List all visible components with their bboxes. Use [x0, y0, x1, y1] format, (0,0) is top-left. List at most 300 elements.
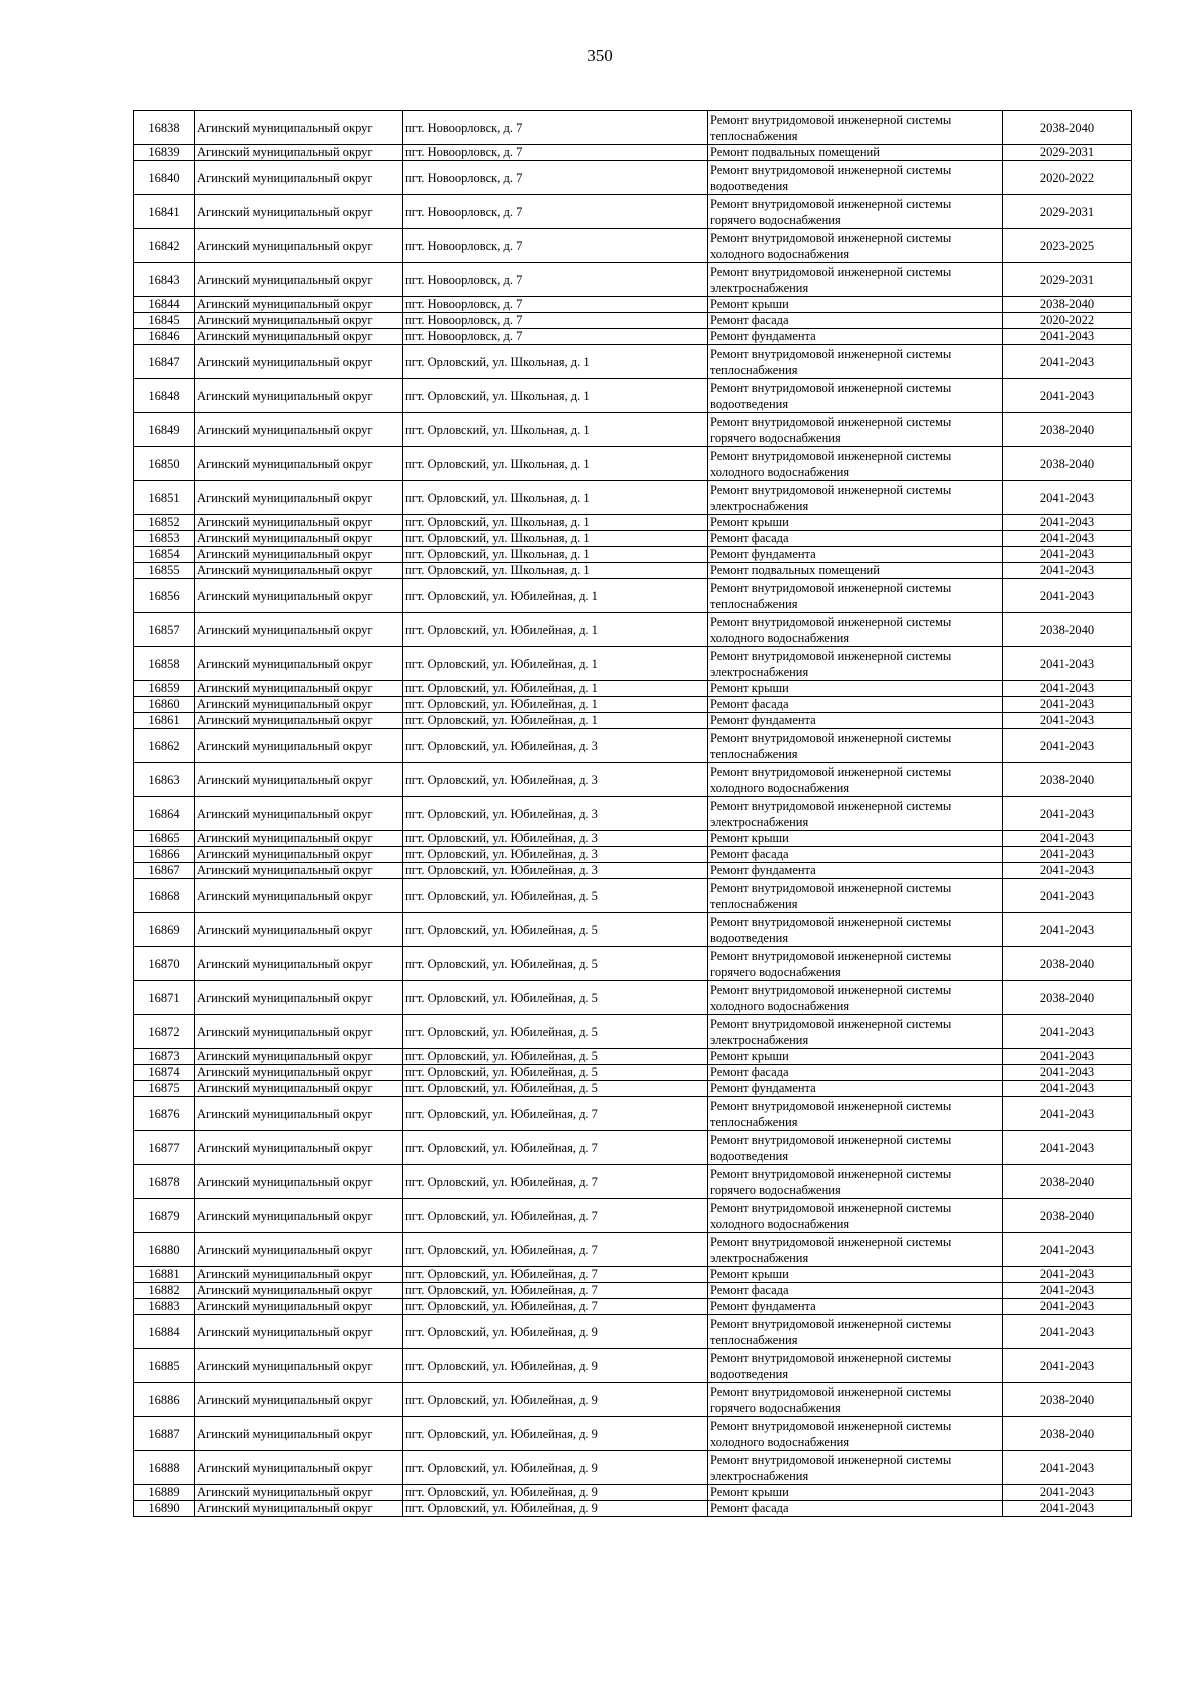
- cell-number: 16864: [134, 797, 195, 831]
- cell-address: пгт. Орловский, ул. Школьная, д. 1: [403, 515, 708, 531]
- cell-address: пгт. Орловский, ул. Юбилейная, д. 9: [403, 1315, 708, 1349]
- cell-address: пгт. Орловский, ул. Юбилейная, д. 9: [403, 1417, 708, 1451]
- cell-district: Агинский муниципальный округ: [195, 1283, 403, 1299]
- cell-period: 2041-2043: [1003, 531, 1132, 547]
- cell-district: Агинский муниципальный округ: [195, 713, 403, 729]
- cell-address: пгт. Орловский, ул. Юбилейная, д. 9: [403, 1451, 708, 1485]
- cell-address: пгт. Орловский, ул. Юбилейная, д. 9: [403, 1485, 708, 1501]
- cell-period: 2041-2043: [1003, 1015, 1132, 1049]
- table-row: [134, 647, 1132, 681]
- table-row: [134, 1233, 1132, 1267]
- cell-work-type: Ремонт фасада: [708, 697, 1003, 713]
- cell-work-type: Ремонт внутридомовой инженерной системы горячего водоснабжения: [708, 413, 1003, 447]
- cell-work-type: Ремонт внутридомовой инженерной системы водоотведения: [708, 161, 1003, 195]
- cell-period: 2041-2043: [1003, 713, 1132, 729]
- cell-period: 2041-2043: [1003, 847, 1132, 863]
- cell-number: 16889: [134, 1485, 195, 1501]
- cell-district: Агинский муниципальный округ: [195, 1049, 403, 1065]
- cell-period: 2041-2043: [1003, 729, 1132, 763]
- cell-address: пгт. Орловский, ул. Юбилейная, д. 1: [403, 613, 708, 647]
- cell-work-type: Ремонт фундамента: [708, 863, 1003, 879]
- cell-address: пгт. Новоорловск, д. 7: [403, 313, 708, 329]
- cell-district: Агинский муниципальный округ: [195, 111, 403, 145]
- cell-period: 2038-2040: [1003, 413, 1132, 447]
- cell-address: пгт. Орловский, ул. Юбилейная, д. 7: [403, 1131, 708, 1165]
- cell-address: пгт. Орловский, ул. Юбилейная, д. 3: [403, 763, 708, 797]
- cell-period: 2041-2043: [1003, 697, 1132, 713]
- cell-period: 2038-2040: [1003, 1417, 1132, 1451]
- cell-district: Агинский муниципальный округ: [195, 1199, 403, 1233]
- cell-period: 2041-2043: [1003, 481, 1132, 515]
- cell-district: Агинский муниципальный округ: [195, 379, 403, 413]
- cell-work-type: Ремонт внутридомовой инженерной системы водоотведения: [708, 913, 1003, 947]
- cell-address: пгт. Орловский, ул. Юбилейная, д. 9: [403, 1501, 708, 1517]
- cell-address: пгт. Орловский, ул. Юбилейная, д. 5: [403, 947, 708, 981]
- cell-number: 16865: [134, 831, 195, 847]
- cell-district: Агинский муниципальный округ: [195, 797, 403, 831]
- cell-work-type: Ремонт внутридомовой инженерной системы горячего водоснабжения: [708, 947, 1003, 981]
- cell-number: 16890: [134, 1501, 195, 1517]
- cell-address: пгт. Орловский, ул. Юбилейная, д. 5: [403, 1065, 708, 1081]
- cell-number: 16855: [134, 563, 195, 579]
- cell-work-type: Ремонт внутридомовой инженерной системы горячего водоснабжения: [708, 1383, 1003, 1417]
- cell-number: 16886: [134, 1383, 195, 1417]
- table-row: [134, 697, 1132, 713]
- cell-number: 16875: [134, 1081, 195, 1097]
- cell-number: 16848: [134, 379, 195, 413]
- table-row: [134, 1165, 1132, 1199]
- cell-period: 2038-2040: [1003, 1199, 1132, 1233]
- cell-district: Агинский муниципальный округ: [195, 681, 403, 697]
- cell-work-type: Ремонт крыши: [708, 297, 1003, 313]
- cell-district: Агинский муниципальный округ: [195, 1417, 403, 1451]
- cell-number: 16874: [134, 1065, 195, 1081]
- cell-period: 2041-2043: [1003, 515, 1132, 531]
- cell-work-type: Ремонт крыши: [708, 681, 1003, 697]
- cell-address: пгт. Орловский, ул. Юбилейная, д. 7: [403, 1165, 708, 1199]
- cell-period: 2038-2040: [1003, 297, 1132, 313]
- cell-district: Агинский муниципальный округ: [195, 763, 403, 797]
- cell-number: 16841: [134, 195, 195, 229]
- cell-work-type: Ремонт внутридомовой инженерной системы электроснабжения: [708, 263, 1003, 297]
- cell-district: Агинский муниципальный округ: [195, 863, 403, 879]
- cell-district: Агинский муниципальный округ: [195, 547, 403, 563]
- cell-district: Агинский муниципальный округ: [195, 263, 403, 297]
- cell-period: 2020-2022: [1003, 313, 1132, 329]
- cell-number: 16884: [134, 1315, 195, 1349]
- cell-district: Агинский муниципальный округ: [195, 563, 403, 579]
- cell-work-type: Ремонт крыши: [708, 1267, 1003, 1283]
- cell-address: пгт. Орловский, ул. Юбилейная, д. 1: [403, 697, 708, 713]
- cell-district: Агинский муниципальный округ: [195, 831, 403, 847]
- table-row: [134, 195, 1132, 229]
- cell-district: Агинский муниципальный округ: [195, 981, 403, 1015]
- table-row: [134, 879, 1132, 913]
- cell-address: пгт. Орловский, ул. Школьная, д. 1: [403, 379, 708, 413]
- cell-work-type: Ремонт внутридомовой инженерной системы теплоснабжения: [708, 879, 1003, 913]
- table-row: [134, 613, 1132, 647]
- cell-address: пгт. Новоорловск, д. 7: [403, 263, 708, 297]
- cell-district: Агинский муниципальный округ: [195, 947, 403, 981]
- cell-address: пгт. Орловский, ул. Юбилейная, д. 3: [403, 847, 708, 863]
- cell-period: 2029-2031: [1003, 145, 1132, 161]
- cell-district: Агинский муниципальный округ: [195, 1131, 403, 1165]
- table-row: [134, 563, 1132, 579]
- cell-work-type: Ремонт внутридомовой инженерной системы электроснабжения: [708, 1451, 1003, 1485]
- cell-work-type: Ремонт крыши: [708, 1049, 1003, 1065]
- cell-work-type: Ремонт фундамента: [708, 547, 1003, 563]
- table-row: [134, 729, 1132, 763]
- cell-period: 2041-2043: [1003, 1267, 1132, 1283]
- cell-number: 16842: [134, 229, 195, 263]
- cell-work-type: Ремонт фасада: [708, 313, 1003, 329]
- cell-work-type: Ремонт внутридомовой инженерной системы электроснабжения: [708, 797, 1003, 831]
- cell-number: 16871: [134, 981, 195, 1015]
- cell-district: Агинский муниципальный округ: [195, 297, 403, 313]
- cell-period: 2029-2031: [1003, 263, 1132, 297]
- cell-address: пгт. Орловский, ул. Юбилейная, д. 7: [403, 1299, 708, 1315]
- table-row: [134, 579, 1132, 613]
- cell-number: 16883: [134, 1299, 195, 1315]
- cell-district: Агинский муниципальный округ: [195, 313, 403, 329]
- cell-district: Агинский муниципальный округ: [195, 647, 403, 681]
- cell-number: 16851: [134, 481, 195, 515]
- cell-address: пгт. Орловский, ул. Школьная, д. 1: [403, 481, 708, 515]
- cell-period: 2020-2022: [1003, 161, 1132, 195]
- cell-work-type: Ремонт внутридомовой инженерной системы холодного водоснабжения: [708, 447, 1003, 481]
- cell-address: пгт. Орловский, ул. Юбилейная, д. 1: [403, 647, 708, 681]
- cell-address: пгт. Орловский, ул. Юбилейная, д. 7: [403, 1267, 708, 1283]
- cell-work-type: Ремонт внутридомовой инженерной системы теплоснабжения: [708, 1097, 1003, 1131]
- table-row: [134, 1065, 1132, 1081]
- cell-address: пгт. Орловский, ул. Юбилейная, д. 5: [403, 913, 708, 947]
- cell-number: 16847: [134, 345, 195, 379]
- cell-work-type: Ремонт внутридомовой инженерной системы водоотведения: [708, 1349, 1003, 1383]
- cell-district: Агинский муниципальный округ: [195, 145, 403, 161]
- cell-period: 2038-2040: [1003, 111, 1132, 145]
- cell-address: пгт. Орловский, ул. Школьная, д. 1: [403, 413, 708, 447]
- table-row: [134, 847, 1132, 863]
- cell-number: 16880: [134, 1233, 195, 1267]
- cell-number: 16849: [134, 413, 195, 447]
- cell-work-type: Ремонт внутридомовой инженерной системы электроснабжения: [708, 481, 1003, 515]
- table-row: [134, 1383, 1132, 1417]
- cell-district: Агинский муниципальный округ: [195, 447, 403, 481]
- cell-work-type: Ремонт внутридомовой инженерной системы электроснабжения: [708, 647, 1003, 681]
- cell-period: 2041-2043: [1003, 1349, 1132, 1383]
- table-row: [134, 229, 1132, 263]
- cell-period: 2041-2043: [1003, 547, 1132, 563]
- table-row: [134, 797, 1132, 831]
- cell-address: пгт. Орловский, ул. Юбилейная, д. 7: [403, 1283, 708, 1299]
- cell-period: 2041-2043: [1003, 1315, 1132, 1349]
- cell-number: 16887: [134, 1417, 195, 1451]
- cell-work-type: Ремонт фундамента: [708, 1299, 1003, 1315]
- cell-work-type: Ремонт фундамента: [708, 1081, 1003, 1097]
- cell-address: пгт. Орловский, ул. Юбилейная, д. 7: [403, 1097, 708, 1131]
- cell-number: 16858: [134, 647, 195, 681]
- cell-period: 2038-2040: [1003, 613, 1132, 647]
- table-row: [134, 1015, 1132, 1049]
- cell-address: пгт. Орловский, ул. Юбилейная, д. 5: [403, 1049, 708, 1065]
- cell-address: пгт. Орловский, ул. Юбилейная, д. 3: [403, 831, 708, 847]
- cell-number: 16879: [134, 1199, 195, 1233]
- table-row: [134, 1097, 1132, 1131]
- cell-period: 2041-2043: [1003, 1131, 1132, 1165]
- cell-address: пгт. Орловский, ул. Юбилейная, д. 5: [403, 981, 708, 1015]
- cell-work-type: Ремонт крыши: [708, 831, 1003, 847]
- cell-period: 2041-2043: [1003, 1299, 1132, 1315]
- cell-work-type: Ремонт внутридомовой инженерной системы холодного водоснабжения: [708, 981, 1003, 1015]
- table-row: [134, 313, 1132, 329]
- cell-address: пгт. Новоорловск, д. 7: [403, 195, 708, 229]
- table-row: [134, 763, 1132, 797]
- cell-district: Агинский муниципальный округ: [195, 1349, 403, 1383]
- cell-district: Агинский муниципальный округ: [195, 1081, 403, 1097]
- table-row: [134, 481, 1132, 515]
- cell-district: Агинский муниципальный округ: [195, 579, 403, 613]
- cell-work-type: Ремонт внутридомовой инженерной системы теплоснабжения: [708, 579, 1003, 613]
- cell-work-type: Ремонт крыши: [708, 1485, 1003, 1501]
- cell-work-type: Ремонт внутридомовой инженерной системы горячего водоснабжения: [708, 1165, 1003, 1199]
- cell-number: 16867: [134, 863, 195, 879]
- cell-period: 2023-2025: [1003, 229, 1132, 263]
- table-row: [134, 1131, 1132, 1165]
- cell-address: пгт. Орловский, ул. Юбилейная, д. 7: [403, 1233, 708, 1267]
- cell-period: 2041-2043: [1003, 1485, 1132, 1501]
- cell-number: 16877: [134, 1131, 195, 1165]
- table-row: [134, 947, 1132, 981]
- table-row: [134, 863, 1132, 879]
- cell-work-type: Ремонт внутридомовой инженерной системы водоотведения: [708, 379, 1003, 413]
- cell-period: 2038-2040: [1003, 447, 1132, 481]
- cell-number: 16878: [134, 1165, 195, 1199]
- table-row: [134, 1299, 1132, 1315]
- cell-address: пгт. Орловский, ул. Юбилейная, д. 5: [403, 1015, 708, 1049]
- table-row: [134, 111, 1132, 145]
- table-row: [134, 1417, 1132, 1451]
- table-row: [134, 713, 1132, 729]
- cell-period: 2041-2043: [1003, 379, 1132, 413]
- cell-work-type: Ремонт крыши: [708, 515, 1003, 531]
- cell-district: Агинский муниципальный округ: [195, 879, 403, 913]
- cell-address: пгт. Орловский, ул. Юбилейная, д. 9: [403, 1383, 708, 1417]
- cell-district: Агинский муниципальный округ: [195, 1451, 403, 1485]
- table-row: [134, 145, 1132, 161]
- cell-district: Агинский муниципальный округ: [195, 161, 403, 195]
- table-row: [134, 981, 1132, 1015]
- cell-number: 16868: [134, 879, 195, 913]
- table-row: [134, 161, 1132, 195]
- cell-district: Агинский муниципальный округ: [195, 1015, 403, 1049]
- cell-number: 16881: [134, 1267, 195, 1283]
- table-row: [134, 1049, 1132, 1065]
- cell-district: Агинский муниципальный округ: [195, 729, 403, 763]
- cell-address: пгт. Орловский, ул. Юбилейная, д. 3: [403, 797, 708, 831]
- cell-number: 16840: [134, 161, 195, 195]
- cell-period: 2041-2043: [1003, 1081, 1132, 1097]
- cell-period: 2041-2043: [1003, 563, 1132, 579]
- table-row: [134, 297, 1132, 313]
- cell-work-type: Ремонт подвальных помещений: [708, 563, 1003, 579]
- cell-address: пгт. Новоорловск, д. 7: [403, 161, 708, 195]
- cell-district: Агинский муниципальный округ: [195, 913, 403, 947]
- cell-period: 2038-2040: [1003, 947, 1132, 981]
- cell-work-type: Ремонт внутридомовой инженерной системы теплоснабжения: [708, 1315, 1003, 1349]
- table-row: [134, 329, 1132, 345]
- table-row: [134, 379, 1132, 413]
- cell-work-type: Ремонт внутридомовой инженерной системы горячего водоснабжения: [708, 195, 1003, 229]
- cell-work-type: Ремонт фасада: [708, 531, 1003, 547]
- table-row: [134, 531, 1132, 547]
- cell-work-type: Ремонт фасада: [708, 1501, 1003, 1517]
- cell-period: 2041-2043: [1003, 797, 1132, 831]
- cell-district: Агинский муниципальный округ: [195, 515, 403, 531]
- cell-address: пгт. Новоорловск, д. 7: [403, 229, 708, 263]
- cell-district: Агинский муниципальный округ: [195, 1299, 403, 1315]
- cell-period: 2041-2043: [1003, 1233, 1132, 1267]
- table-row: [134, 1199, 1132, 1233]
- cell-period: 2041-2043: [1003, 1097, 1132, 1131]
- cell-address: пгт. Новоорловск, д. 7: [403, 145, 708, 161]
- cell-period: 2038-2040: [1003, 981, 1132, 1015]
- cell-address: пгт. Орловский, ул. Школьная, д. 1: [403, 563, 708, 579]
- cell-address: пгт. Орловский, ул. Юбилейная, д. 5: [403, 1081, 708, 1097]
- cell-work-type: Ремонт внутридомовой инженерной системы теплоснабжения: [708, 111, 1003, 145]
- table-row: [134, 913, 1132, 947]
- cell-address: пгт. Орловский, ул. Школьная, д. 1: [403, 531, 708, 547]
- cell-address: пгт. Орловский, ул. Школьная, д. 1: [403, 547, 708, 563]
- table-row: [134, 1315, 1132, 1349]
- cell-number: 16872: [134, 1015, 195, 1049]
- cell-district: Агинский муниципальный округ: [195, 329, 403, 345]
- cell-district: Агинский муниципальный округ: [195, 1315, 403, 1349]
- cell-district: Агинский муниципальный округ: [195, 1065, 403, 1081]
- cell-district: Агинский муниципальный округ: [195, 1485, 403, 1501]
- cell-number: 16876: [134, 1097, 195, 1131]
- table-row: [134, 681, 1132, 697]
- table-row: [134, 1081, 1132, 1097]
- cell-district: Агинский муниципальный округ: [195, 1383, 403, 1417]
- cell-number: 16870: [134, 947, 195, 981]
- cell-number: 16854: [134, 547, 195, 563]
- cell-work-type: Ремонт внутридомовой инженерной системы электроснабжения: [708, 1015, 1003, 1049]
- cell-work-type: Ремонт фасада: [708, 1065, 1003, 1081]
- cell-period: 2038-2040: [1003, 1165, 1132, 1199]
- cell-address: пгт. Орловский, ул. Юбилейная, д. 1: [403, 579, 708, 613]
- cell-number: 16882: [134, 1283, 195, 1299]
- cell-address: пгт. Новоорловск, д. 7: [403, 111, 708, 145]
- cell-address: пгт. Орловский, ул. Юбилейная, д. 3: [403, 729, 708, 763]
- cell-work-type: Ремонт внутридомовой инженерной системы холодного водоснабжения: [708, 1199, 1003, 1233]
- table-row: [134, 515, 1132, 531]
- cell-number: 16857: [134, 613, 195, 647]
- table-row: [134, 831, 1132, 847]
- cell-number: 16863: [134, 763, 195, 797]
- cell-number: 16869: [134, 913, 195, 947]
- table-body: [134, 111, 1132, 1517]
- cell-period: 2041-2043: [1003, 863, 1132, 879]
- cell-work-type: Ремонт фундамента: [708, 713, 1003, 729]
- cell-work-type: Ремонт фундамента: [708, 329, 1003, 345]
- cell-period: 2041-2043: [1003, 329, 1132, 345]
- table-row: [134, 263, 1132, 297]
- cell-address: пгт. Орловский, ул. Юбилейная, д. 3: [403, 863, 708, 879]
- cell-district: Агинский муниципальный округ: [195, 1501, 403, 1517]
- cell-district: Агинский муниципальный округ: [195, 847, 403, 863]
- page-number: 350: [587, 46, 613, 65]
- cell-district: Агинский муниципальный округ: [195, 697, 403, 713]
- cell-address: пгт. Новоорловск, д. 7: [403, 329, 708, 345]
- cell-number: 16846: [134, 329, 195, 345]
- cell-number: 16845: [134, 313, 195, 329]
- cell-period: 2041-2043: [1003, 1451, 1132, 1485]
- cell-period: 2038-2040: [1003, 1383, 1132, 1417]
- cell-number: 16873: [134, 1049, 195, 1065]
- cell-district: Агинский муниципальный округ: [195, 413, 403, 447]
- cell-number: 16843: [134, 263, 195, 297]
- cell-number: 16866: [134, 847, 195, 863]
- cell-district: Агинский муниципальный округ: [195, 229, 403, 263]
- table-row: [134, 1283, 1132, 1299]
- cell-address: пгт. Орловский, ул. Юбилейная, д. 9: [403, 1349, 708, 1383]
- cell-work-type: Ремонт внутридомовой инженерной системы холодного водоснабжения: [708, 763, 1003, 797]
- cell-period: 2041-2043: [1003, 579, 1132, 613]
- cell-work-type: Ремонт внутридомовой инженерной системы электроснабжения: [708, 1233, 1003, 1267]
- cell-number: 16888: [134, 1451, 195, 1485]
- cell-address: пгт. Орловский, ул. Юбилейная, д. 5: [403, 879, 708, 913]
- cell-number: 16885: [134, 1349, 195, 1383]
- cell-work-type: Ремонт фасада: [708, 847, 1003, 863]
- cell-work-type: Ремонт внутридомовой инженерной системы холодного водоснабжения: [708, 1417, 1003, 1451]
- table-row: [134, 1267, 1132, 1283]
- cell-district: Агинский муниципальный округ: [195, 613, 403, 647]
- cell-period: 2041-2043: [1003, 879, 1132, 913]
- cell-district: Агинский муниципальный округ: [195, 1233, 403, 1267]
- table-row: [134, 1451, 1132, 1485]
- repair-schedule-table: [133, 110, 1132, 1517]
- cell-address: пгт. Орловский, ул. Юбилейная, д. 7: [403, 1199, 708, 1233]
- cell-number: 16838: [134, 111, 195, 145]
- cell-number: 16859: [134, 681, 195, 697]
- cell-period: 2041-2043: [1003, 345, 1132, 379]
- cell-address: пгт. Орловский, ул. Юбилейная, д. 1: [403, 681, 708, 697]
- cell-number: 16862: [134, 729, 195, 763]
- table-row: [134, 413, 1132, 447]
- cell-work-type: Ремонт внутридомовой инженерной системы водоотведения: [708, 1131, 1003, 1165]
- cell-number: 16844: [134, 297, 195, 313]
- cell-district: Агинский муниципальный округ: [195, 195, 403, 229]
- cell-district: Агинский муниципальный округ: [195, 1097, 403, 1131]
- cell-period: 2041-2043: [1003, 1049, 1132, 1065]
- cell-period: 2041-2043: [1003, 831, 1132, 847]
- cell-number: 16839: [134, 145, 195, 161]
- cell-address: пгт. Орловский, ул. Юбилейная, д. 1: [403, 713, 708, 729]
- cell-work-type: Ремонт подвальных помещений: [708, 145, 1003, 161]
- cell-number: 16852: [134, 515, 195, 531]
- cell-work-type: Ремонт внутридомовой инженерной системы теплоснабжения: [708, 729, 1003, 763]
- table-row: [134, 345, 1132, 379]
- cell-work-type: Ремонт внутридомовой инженерной системы холодного водоснабжения: [708, 613, 1003, 647]
- cell-work-type: Ремонт внутридомовой инженерной системы холодного водоснабжения: [708, 229, 1003, 263]
- cell-period: 2038-2040: [1003, 763, 1132, 797]
- cell-period: 2041-2043: [1003, 1065, 1132, 1081]
- table-row: [134, 447, 1132, 481]
- cell-district: Агинский муниципальный округ: [195, 1165, 403, 1199]
- cell-number: 16853: [134, 531, 195, 547]
- cell-district: Агинский муниципальный округ: [195, 1267, 403, 1283]
- cell-number: 16856: [134, 579, 195, 613]
